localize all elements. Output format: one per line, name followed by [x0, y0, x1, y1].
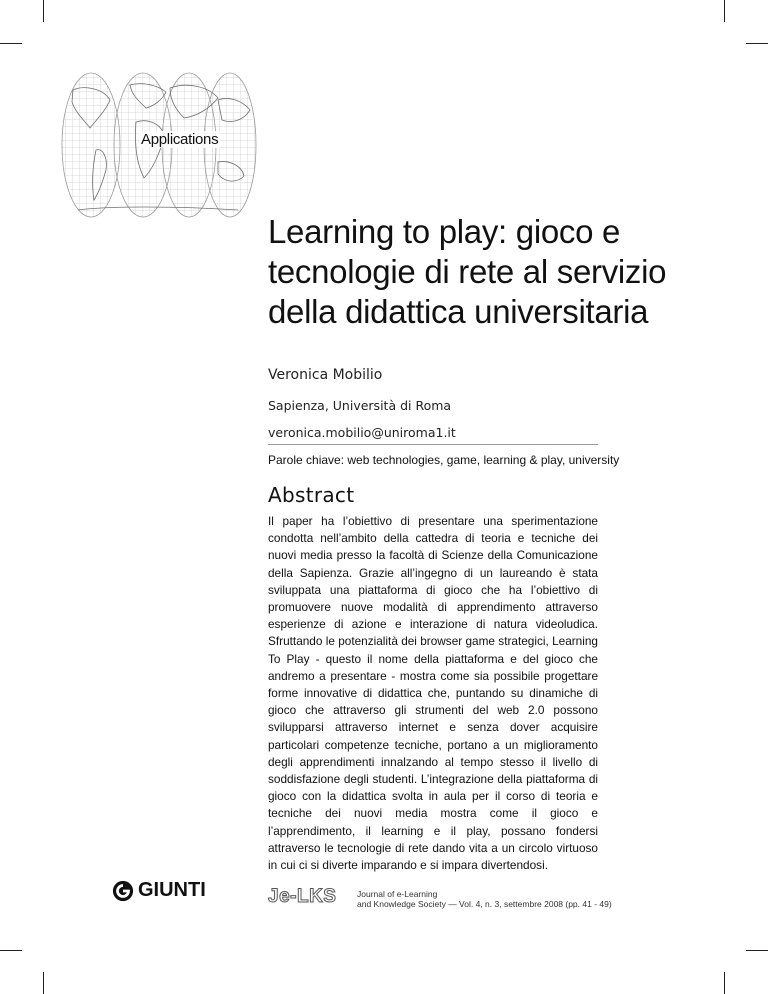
journal-line: and Knowledge Society — Vol. 4, n. 3, settembre 2008 (pp. 41 - 49) [357, 899, 612, 909]
crop-mark [0, 43, 22, 44]
abstract-text: Il paper ha l’obiettivo di presentare una sperimentazione condotta nell’ambito della cattedra di teoria e tecniche dei nuovi media presso la facoltà di Scienze della Comunicazione della Sapienza. Grazie all’ingegno di un laureando è stata sviluppata una piattaforma di gioco che ha l’obiettivo di promuovere nuove modalità di apprendimento attraverso esperienze di azione e interazione di natura videoludica. Sfruttando le potenzialità dei browser game strategici, Learning To Play - questo il nome della piattaforma e del gioco che andremo a presentare - mostra come sia possibile progettare forme innovative di didattica che, puntando su dinamiche di gioco che attraverso gli strumenti del web 2.0 possono svilupparsi attraverso internet e senza dover acquisire particolari competenze tecniche, portano a un miglioramento degli apprendimenti innalzando al tempo stesso il livello di soddisfazione degli studenti. L’integrazione della piattaforma di gioco con la didattica svolta in aula per il corso di teoria e tecniche dei nuovi media mostra come il gioco e l’apprendimento, il learning e il play, possano fondersi attraverso le tecnologie di rete dando vita a un circolo virtuoso in cui ci si diverte imparando e si impara divertendosi. [268, 514, 598, 873]
divider [268, 444, 598, 445]
title-line: tecnologie di rete al servizio [268, 253, 667, 290]
author-affiliation: Sapienza, Università di Roma [268, 398, 452, 413]
crop-mark [746, 43, 768, 44]
abstract-heading: Abstract [268, 483, 355, 507]
crop-mark [0, 950, 22, 951]
crop-mark [43, 0, 44, 22]
crop-mark [724, 0, 725, 22]
title-line: Learning to play: gioco e [268, 213, 621, 250]
publisher-logo [112, 879, 206, 902]
title-line: della didattica universitaria [268, 293, 649, 330]
crop-mark [746, 950, 768, 951]
section-label: Applications [141, 131, 219, 148]
journal-citation [357, 889, 612, 909]
keywords: Parole chiave: web technologies, game, learning & play, university [268, 453, 620, 467]
crop-mark [43, 972, 44, 994]
journal-line: Journal of e-Learning [357, 889, 438, 899]
author-email[interactable]: veronica.mobilio@uniroma1.it [268, 425, 456, 440]
crop-mark [724, 972, 725, 994]
giunti-g-icon [112, 880, 134, 902]
publisher-name: GIUNTI [138, 879, 206, 901]
author-name: Veronica Mobilio [268, 367, 383, 383]
journal-logo: Je-LKS [268, 886, 337, 907]
paper-title [268, 212, 708, 332]
